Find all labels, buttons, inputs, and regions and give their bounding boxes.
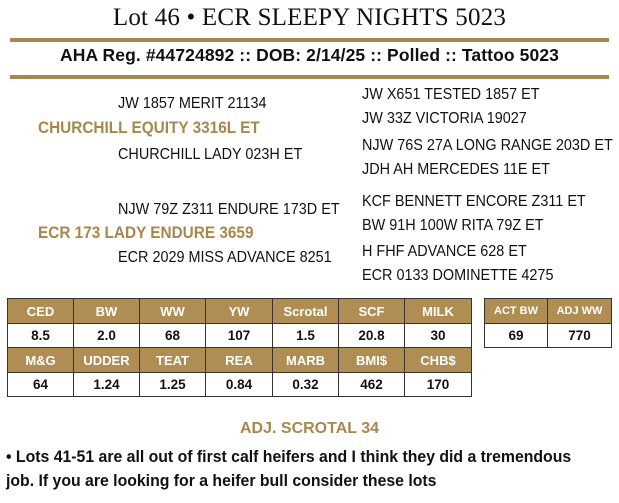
note-line-2: job. If you are looking for a heifer bull consider these lots xyxy=(6,471,437,490)
top-rule xyxy=(10,38,609,42)
epd-value: 170 xyxy=(405,373,472,397)
epd-header: SCF xyxy=(339,299,405,324)
epd-value-row-1 xyxy=(8,324,472,348)
epd-header: CHB$ xyxy=(405,348,472,373)
actual-header: ADJ WW xyxy=(548,299,612,324)
sire-sire-dam: JW 33Z VICTORIA 19027 xyxy=(362,110,527,127)
epd-header: UDDER xyxy=(74,348,140,373)
sire-sire-sire: JW X651 TESTED 1857 ET xyxy=(362,86,540,103)
sire-name: CHURCHILL EQUITY 3316L ET xyxy=(38,119,260,137)
dam-name: ECR 173 LADY ENDURE 3659 xyxy=(38,224,254,242)
dam-sire: NJW 79Z Z311 ENDURE 173D ET xyxy=(118,201,340,218)
epd-value: 64 xyxy=(8,373,74,397)
adj-scrotal: ADJ. SCROTAL 34 xyxy=(240,420,379,437)
epd-value: 8.5 xyxy=(8,324,74,348)
sire-sire: JW 1857 MERIT 21134 xyxy=(118,95,267,112)
epd-value: 0.84 xyxy=(206,373,273,397)
actual-value: 69 xyxy=(485,324,548,348)
bottom-rule xyxy=(10,75,609,79)
epd-header: TEAT xyxy=(140,348,206,373)
dam-dam: ECR 2029 MISS ADVANCE 8251 xyxy=(118,249,332,266)
sire-dam-dam: JDH AH MERCEDES 11E ET xyxy=(362,161,550,178)
dam-sire-dam: BW 91H 100W RITA 79Z ET xyxy=(362,217,544,234)
epd-header: MARB xyxy=(273,348,339,373)
epd-header-row-1 xyxy=(8,299,472,324)
dam-dam-dam: ECR 0133 DOMINETTE 4275 xyxy=(362,267,554,284)
dam-dam-sire: H FHF ADVANCE 628 ET xyxy=(362,243,527,260)
epd-value: 462 xyxy=(339,373,405,397)
epd-header: BW xyxy=(74,299,140,324)
epd-value: 0.32 xyxy=(273,373,339,397)
epd-value: 1.25 xyxy=(140,373,206,397)
epd-table xyxy=(7,298,472,397)
dam-sire-sire: KCF BENNETT ENCORE Z311 ET xyxy=(362,193,586,210)
epd-value: 1.24 xyxy=(74,373,140,397)
epd-value: 68 xyxy=(140,324,206,348)
epd-header: WW xyxy=(140,299,206,324)
epd-header: YW xyxy=(206,299,273,324)
epd-value: 2.0 xyxy=(74,324,140,348)
epd-header: M&G xyxy=(8,348,74,373)
actual-weights-table xyxy=(484,298,612,348)
sire-dam: CHURCHILL LADY 023H ET xyxy=(118,146,303,163)
sire-dam-sire: NJW 76S 27A LONG RANGE 203D ET xyxy=(362,137,613,154)
epd-value: 1.5 xyxy=(273,324,339,348)
epd-value: 30 xyxy=(405,324,472,348)
lot-title: Lot 46 • ECR SLEEPY NIGHTS 5023 xyxy=(112,4,507,31)
note-line-1: • Lots 41-51 are all out of first calf heifers and I think they did a tremendous xyxy=(6,447,572,466)
epd-header: MILK xyxy=(405,299,472,324)
epd-value: 107 xyxy=(206,324,273,348)
epd-value-row-2 xyxy=(8,373,472,397)
actual-value: 770 xyxy=(548,324,612,348)
registration-line: AHA Reg. #44724892 :: DOB: 2/14/25 :: Polled :: Tattoo 5023 xyxy=(60,45,559,65)
epd-header: Scrotal xyxy=(273,299,339,324)
epd-header: CED xyxy=(8,299,74,324)
lot-note xyxy=(6,445,571,493)
epd-header-row-2 xyxy=(8,348,472,373)
epd-header: REA xyxy=(206,348,273,373)
epd-value: 20.8 xyxy=(339,324,405,348)
actual-header: ACT BW xyxy=(485,299,548,324)
epd-header: BMI$ xyxy=(339,348,405,373)
